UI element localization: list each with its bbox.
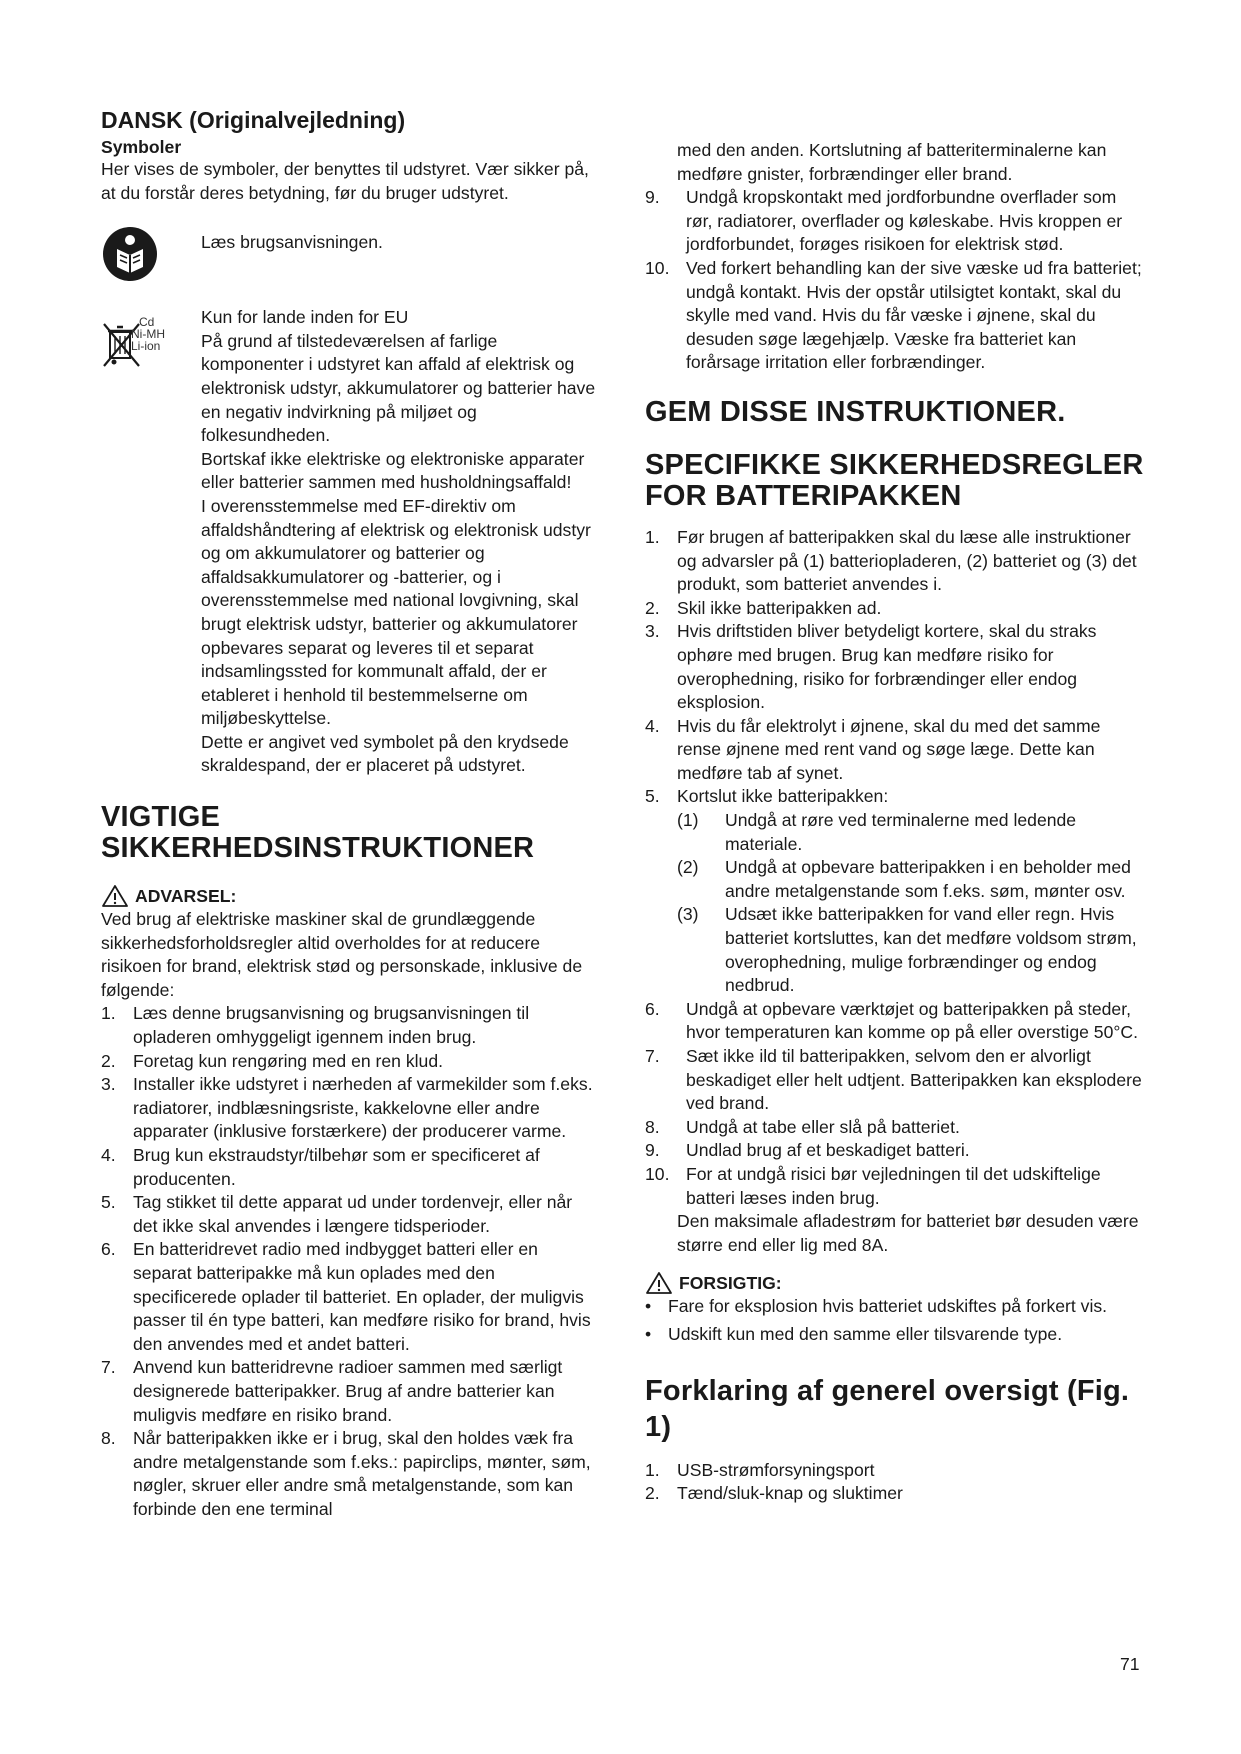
- overview-title: Forklaring af generel oversigt (Fig. 1): [645, 1374, 1130, 1443]
- caution-label: FORSIGTIG:: [679, 1273, 782, 1294]
- list-item: 7. Sæt ikke ild til batteripakken, selvom den er alvorligt beskadiget eller helt udtjent. Batteripakken kan eksplodere ved brand.: [645, 1046, 1142, 1114]
- list-item: 3. Hvis driftstiden bliver betydeligt kortere, skal du straks ophøre med brugen. Brug kan medføre risiko for overophedning, risiko for forbrændinger eller endog eksplosion.: [645, 621, 1097, 713]
- caution-heading: [645, 1271, 1145, 1295]
- list-item: 5. Tag stikket til dette apparat ud under tordenvejr, eller når det ikke skal anvendes i længere tidsperioder.: [101, 1192, 573, 1236]
- page-number: 71: [1120, 1654, 1140, 1674]
- list-item: • Udskift kun med den samme eller tilsvarende type.: [645, 1323, 1063, 1344]
- symbol-row-weee: [101, 306, 596, 778]
- list-item: 8. Undgå at tabe eller slå på batteriet.: [645, 1116, 960, 1137]
- left-column: [101, 106, 596, 1522]
- symbol-manual-text: Læs brugsanvisningen.: [201, 232, 383, 253]
- list-item: (3) Udsæt ikke batteripakken for vand eller regn. Hvis batteriet kortsluttes, kan det medføre voldsom strøm, overophedning, mulige forbrændinger og endog nedbrud.: [677, 904, 1137, 996]
- weee-line: Kun for lande inden for EU: [201, 307, 409, 328]
- list-item: 7. Anvend kun batteridrevne radioer sammen med særligt designerede batteripakker. Brug af andre batterier kan muligvis medføre en risiko brand.: [101, 1357, 563, 1425]
- list-item: (2) Undgå at opbevare batteripakken i en beholder med andre metalgenstande som f.eks. søm, mønter osv.: [677, 857, 1131, 901]
- weee-line: I overensstemmelse med EF-direktiv om affaldshåndtering af elektrisk og elektronisk udstyr og om akkumulatorer og batterier og affaldsakkumulatorer og -batterier, og i overensstemmelse med national lovgivning, skal brugt elektrisk udstyr, batterier og akkumulatorer opbevares separat og leveres til et separat indsamlingssted for kommunalt affald, der er etableret i henhold til bestemmelserne om miljøbeskyttelse.: [201, 495, 591, 729]
- safety-title: VIGTIGE SIKKERHEDSINSTRUKTIONER: [101, 801, 535, 865]
- list-item: • Fare for eksplosion hvis batteriet udskiftes på forkert vis.: [645, 1296, 1108, 1317]
- list-item: 4. Hvis du får elektrolyt i øjnene, skal du med det samme rense øjnene med rent vand og søge læge. Dette kan medføre tab af synet.: [645, 715, 1101, 783]
- list-item: 1. Før brugen af batteripakken skal du læse alle instruktioner og advarsler på (1) batteriopladeren, (2) batteriet og (3) det produkt, som batteriet anvendes i.: [645, 526, 1137, 595]
- crossed-bin-icon: [101, 306, 201, 366]
- symbols-heading: Symboler: [101, 137, 182, 157]
- battery-note: Den maksimale afladestrøm for batteriet bør desuden være større end eller lig med 8A.: [677, 1211, 1139, 1255]
- weee-line: Dette er angivet ved symbolet på den krydsede skraldespand, der er placeret på udstyret.: [201, 731, 569, 776]
- document-title: DANSK (Originalvejledning): [101, 107, 406, 133]
- save-instructions-title: GEM DISSE INSTRUKTIONER.: [645, 395, 1066, 428]
- read-manual-icon: [101, 225, 201, 288]
- weee-line: Bortskaf ikke elektriske og elektroniske apparater eller batterier sammen med husholdningsaffald!: [201, 448, 585, 493]
- list-item: 1. Læs denne brugsanvisning og brugsanvisningen til opladeren omhyggeligt igennem inden brug.: [101, 1003, 530, 1048]
- chem-label: Ni-MH: [131, 327, 165, 342]
- continuation-text: med den anden. Kortslutning af batteriterminalerne kan medføre gnister, forbrændinger eller brand.: [677, 140, 1107, 184]
- symbol-row-manual: [101, 225, 596, 288]
- list-item: 10. Ved forkert behandling kan der sive væske ud fra batteriet; undgå kontakt. Hvis der opstår utilsigtet kontakt, skal du skylle med vand. Hvis du får væske i øjnene, skal du desuden søge lægehjælp. Væske fra batteriet kan forårsage irritation eller forbrændinger.: [645, 257, 1142, 373]
- list-item: 4. Brug kun ekstraudstyr/tilbehør som er specificeret af producenten.: [101, 1145, 540, 1189]
- chem-label: Cd: [139, 315, 155, 330]
- warning-heading: [101, 884, 596, 908]
- warning-triangle-icon: [101, 884, 129, 908]
- safety-list-continued: [645, 186, 1145, 375]
- list-item: 6. En batteridrevet radio med indbygget batteri eller en separat batteripakke må kun oplades med den specificerede oplader til batteriet. En oplader, der muligvis passer til én type batteri, kan medføre risiko for brand, hvis den anvendes med et andet batteri.: [101, 1239, 591, 1354]
- list-item: 9. Undlad brug af et beskadiget batteri.: [645, 1140, 970, 1161]
- caution-triangle-icon: [645, 1271, 673, 1295]
- list-item: 8. Når batteripakken ikke er i brug, skal den holdes væk fra andre metalgenstande som f.eks.: papirclips, mønter, søm, nøgler, skruer eller andre små metalgenstande, som kan forbinde den ene terminal: [101, 1428, 591, 1519]
- list-item: 3. Installer ikke udstyret i nærheden af varmekilder som f.eks. radiatorer, indblæsningsriste, kakkelovne eller andre apparater (inklusive forstærkere) der producerer varme.: [101, 1074, 593, 1142]
- list-item: 1. USB-strømforsyningsport: [645, 1459, 875, 1480]
- list-item: 2. Foretag kun rengøring med en ren klud.: [101, 1050, 444, 1071]
- chem-label: Li-ion: [131, 339, 161, 354]
- list-item: 2. Tænd/sluk-knap og sluktimer: [645, 1483, 903, 1504]
- list-item: 10. For at undgå risici bør vejledningen til det udskiftelige batteri læses inden brug.: [645, 1163, 1101, 1208]
- battery-chemistry-labels: [131, 316, 165, 352]
- safety-list: [101, 1002, 596, 1521]
- list-item: (1) Undgå at røre ved terminalerne med ledende materiale.: [677, 810, 1077, 854]
- battery-safety-title: SPECIFIKKE SIKKERHEDSREGLER FOR BATTERIPAKKEN: [645, 448, 1144, 512]
- list-item: 9. Undgå kropskontakt med jordforbundne overflader som rør, radiatorer, overflader og køleskabe. Hvis kroppen er jordforbundet, forøges risikoen for elektrisk stød.: [645, 187, 1123, 255]
- list-item: 5. Kortslut ikke batteripakken:: [645, 786, 889, 807]
- weee-line: På grund af tilstedeværelsen af farlige komponenter i udstyret kan affald af elektrisk og elektronisk udstyr, akkumulatorer og batterier have en negativ indvirkning på miljøet og folkesundheden.: [201, 330, 596, 446]
- list-item: 6. Undgå at opbevare værktøjet og batteripakken på steder, hvor temperaturen kan komme op på eller overstige 50°C.: [645, 998, 1138, 1043]
- overview-list: [645, 1459, 1145, 1506]
- battery-list: [645, 526, 1145, 809]
- battery-list-continued: [645, 998, 1145, 1210]
- caution-list: [645, 1295, 1145, 1346]
- warning-label: ADVARSEL:: [135, 886, 237, 907]
- warning-intro: Ved brug af elektriske maskiner skal de grundlæggende sikkerhedsforholdsregler altid overholdes for at reducere risikoen for brand, elektrisk stød og personskade, inklusive de følgende:: [101, 909, 583, 1000]
- list-item: 2. Skil ikke batteripakken ad.: [645, 597, 882, 618]
- right-column: [645, 139, 1145, 1506]
- symbols-intro: Her vises de symboler, der benyttes til udstyret. Vær sikker på, at du forstår deres betydning, før du bruger udstyret.: [101, 159, 589, 203]
- battery-sublist: [645, 809, 1145, 998]
